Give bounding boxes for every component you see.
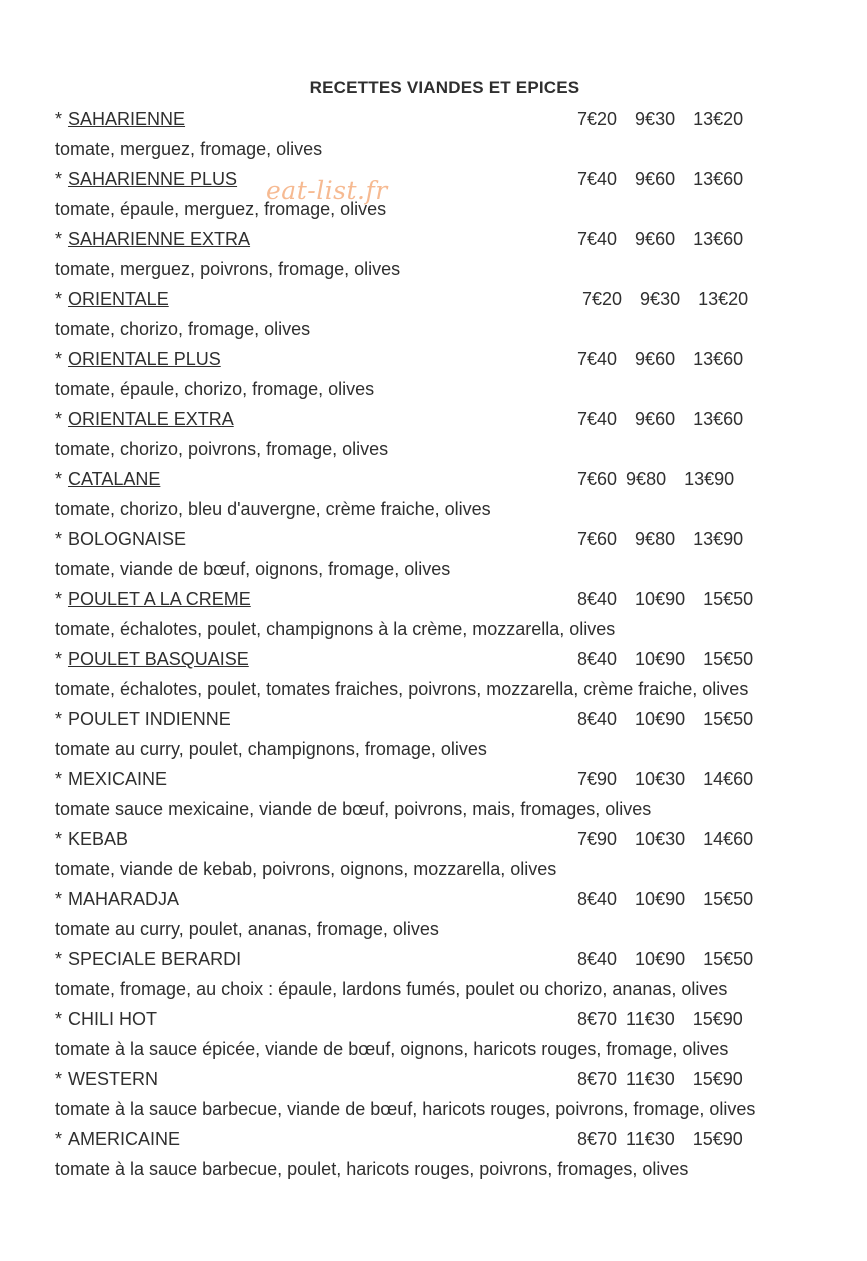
menu-item-description: tomate, chorizo, poivrons, fromage, olives — [55, 439, 389, 459]
menu-list — [55, 104, 855, 1184]
bullet-star: * — [55, 1069, 63, 1089]
menu-item-name: CHILI HOT — [68, 1009, 158, 1029]
menu-item-prices: 7€60 9€80 13€90 — [577, 529, 744, 549]
menu-item-row — [55, 1064, 855, 1094]
menu-item-description: tomate à la sauce épicée, viande de bœuf, oignons, haricots rouges, fromage, olives — [55, 1039, 729, 1059]
menu-item-description: tomate, merguez, poivrons, fromage, olives — [55, 259, 401, 279]
menu-item-row — [55, 1004, 855, 1034]
menu-item-name: KEBAB — [68, 829, 129, 849]
menu-item-name: MAHARADJA — [68, 889, 180, 909]
menu-item-row — [55, 704, 855, 734]
menu-item-row — [55, 1124, 855, 1154]
menu-item-row — [55, 764, 855, 794]
menu-item-name: POULET INDIENNE — [68, 709, 231, 729]
menu-item-name: ORIENTALE EXTRA — [68, 409, 234, 429]
watermark: eat-list.fr — [266, 176, 388, 205]
bullet-star: * — [55, 469, 63, 489]
menu-item-name: CATALANE — [68, 469, 161, 489]
menu-item-name: SAHARIENNE EXTRA — [68, 229, 251, 249]
menu-item-name: WESTERN — [68, 1069, 159, 1089]
bullet-star: * — [55, 169, 63, 189]
menu-item-description: tomate, fromage, au choix : épaule, lardons fumés, poulet ou chorizo, ananas, olives — [55, 979, 728, 999]
menu-item-description: tomate, échalotes, poulet, tomates fraiches, poivrons, mozzarella, crème fraiche, olives — [55, 679, 749, 699]
menu-item-description: tomate, épaule, merguez, fromage, olives — [55, 199, 387, 219]
menu-item-description: tomate, viande de bœuf, oignons, fromage, olives — [55, 559, 451, 579]
menu-item-name: SAHARIENNE PLUS — [68, 169, 238, 189]
bullet-star: * — [55, 649, 63, 669]
menu-item-prices: 7€40 9€60 13€60 — [577, 229, 744, 249]
menu-item-prices: 7€20 9€30 13€20 — [582, 289, 749, 309]
menu-item-description: tomate, épaule, chorizo, fromage, olives — [55, 379, 375, 399]
menu-item-row — [55, 644, 855, 674]
bullet-star: * — [55, 229, 63, 249]
menu-item-description: tomate sauce mexicaine, viande de bœuf, poivrons, mais, fromages, olives — [55, 799, 652, 819]
bullet-star: * — [55, 589, 63, 609]
menu-item-row — [55, 944, 855, 974]
menu-item-name: SAHARIENNE — [68, 109, 186, 129]
menu-item-prices: 7€90 10€30 14€60 — [577, 769, 754, 789]
menu-item-row — [55, 584, 855, 614]
menu-item-row — [55, 224, 855, 254]
bullet-star: * — [55, 289, 63, 309]
menu-item-row — [55, 284, 855, 314]
bullet-star: * — [55, 949, 63, 969]
menu-item-name: ORIENTALE PLUS — [68, 349, 221, 369]
menu-item-prices: 7€20 9€30 13€20 — [577, 109, 744, 129]
menu-item-description: tomate, échalotes, poulet, champignons à la crème, mozzarella, olives — [55, 619, 616, 639]
menu-item-prices: 8€70 11€30 15€90 — [577, 1069, 743, 1089]
menu-item-row — [55, 104, 855, 134]
menu-item-prices: 8€40 10€90 15€50 — [577, 649, 754, 669]
menu-item-name: POULET A LA CREME — [68, 589, 251, 609]
menu-item-prices: 8€40 10€90 15€50 — [577, 709, 754, 729]
bullet-star: * — [55, 1129, 63, 1149]
bullet-star: * — [55, 769, 63, 789]
menu-item-row — [55, 824, 855, 854]
bullet-star: * — [55, 1009, 63, 1029]
menu-item-name: POULET BASQUAISE — [68, 649, 249, 669]
menu-item-prices: 8€40 10€90 15€50 — [577, 889, 754, 909]
menu-item-row — [55, 344, 855, 374]
page-title-text: RECETTES VIANDES ET EPICES — [309, 78, 580, 97]
menu-item-description: tomate, merguez, fromage, olives — [55, 139, 323, 159]
menu-item-prices: 8€70 11€30 15€90 — [577, 1129, 743, 1149]
page-title — [0, 78, 867, 98]
menu-item-row — [55, 164, 855, 194]
menu-item-description: tomate au curry, poulet, ananas, fromage, olives — [55, 919, 439, 939]
menu-item-prices: 8€40 10€90 15€50 — [577, 949, 754, 969]
bullet-star: * — [55, 529, 63, 549]
bullet-star: * — [55, 709, 63, 729]
menu-item-prices: 7€40 9€60 13€60 — [577, 349, 744, 369]
menu-item-description: tomate à la sauce barbecue, poulet, haricots rouges, poivrons, fromages, olives — [55, 1159, 689, 1179]
menu-item-name: AMERICAINE — [68, 1129, 181, 1149]
menu-item-prices: 7€40 9€60 13€60 — [577, 409, 744, 429]
menu-item-prices: 8€40 10€90 15€50 — [577, 589, 754, 609]
menu-item-name: ORIENTALE — [68, 289, 169, 309]
menu-item-description: tomate, chorizo, fromage, olives — [55, 319, 311, 339]
menu-item-row — [55, 464, 855, 494]
menu-item-prices: 7€90 10€30 14€60 — [577, 829, 754, 849]
menu-item-prices: 7€40 9€60 13€60 — [577, 169, 744, 189]
menu-item-name: SPECIALE BERARDI — [68, 949, 242, 969]
menu-item-name: MEXICAINE — [68, 769, 168, 789]
bullet-star: * — [55, 349, 63, 369]
menu-item-description: tomate à la sauce barbecue, viande de bœuf, haricots rouges, poivrons, fromage, olives — [55, 1099, 756, 1119]
menu-item-prices: 8€70 11€30 15€90 — [577, 1009, 743, 1029]
menu-item-description: tomate, chorizo, bleu d'auvergne, crème fraiche, olives — [55, 499, 491, 519]
bullet-star: * — [55, 109, 63, 129]
menu-item-description: tomate, viande de kebab, poivrons, oignons, mozzarella, olives — [55, 859, 557, 879]
menu-item-name: BOLOGNAISE — [68, 529, 187, 549]
menu-item-row — [55, 524, 855, 554]
menu-item-prices: 7€60 9€80 13€90 — [577, 469, 735, 489]
bullet-star: * — [55, 409, 63, 429]
menu-item-description: tomate au curry, poulet, champignons, fromage, olives — [55, 739, 487, 759]
menu-item-row — [55, 404, 855, 434]
menu-item-row — [55, 884, 855, 914]
bullet-star: * — [55, 829, 63, 849]
bullet-star: * — [55, 889, 63, 909]
